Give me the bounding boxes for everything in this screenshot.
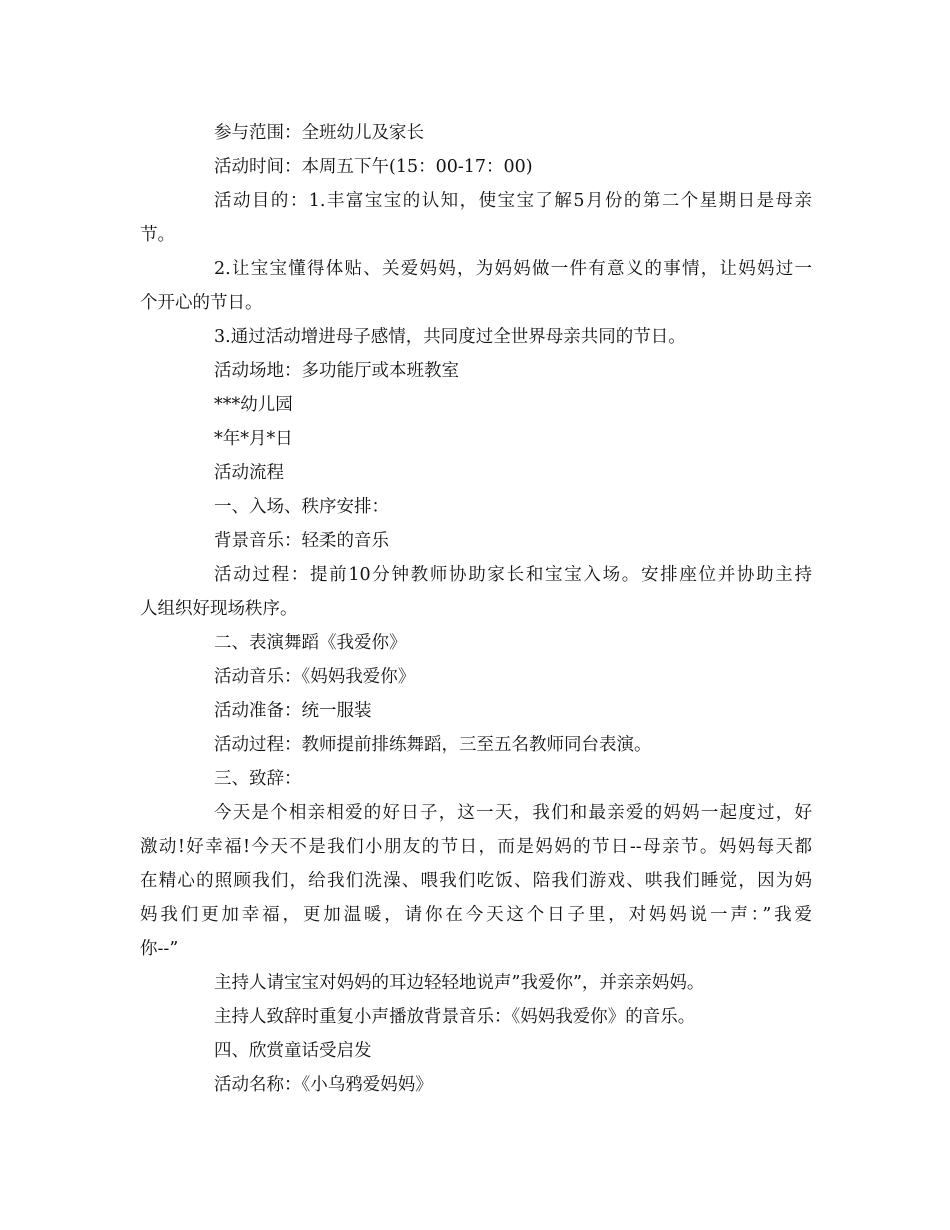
text-line: 人组织好现场秩序。	[140, 599, 298, 619]
text-line: 妈我们更加幸福，更加温暖，请你在今天这个日子里，对妈妈说一声：”我爱	[140, 905, 812, 925]
text-line: 背景音乐：轻柔的音乐	[214, 531, 389, 551]
text-line: 3.通过活动增进母子感情，共同度过全世界母亲共同的节日。	[214, 327, 686, 347]
text-line: *年*月*日	[214, 429, 293, 449]
document-body	[140, 116, 812, 1102]
text-line: 四、欣赏童话受启发	[214, 1041, 372, 1061]
text-line: ***幼儿园	[214, 395, 293, 415]
text-line: 活动流程	[214, 463, 284, 483]
text-line: 活动过程：教师提前排练舞蹈，三至五名教师同台表演。	[214, 735, 652, 755]
text-line: 活动目的：1.丰富宝宝的认知，使宝宝了解5月份的第二个星期日是母亲	[214, 191, 812, 211]
text-line: 你--”	[140, 939, 179, 959]
text-line: 活动音乐：《妈妈我爱你》	[214, 667, 416, 687]
text-line: 节。	[140, 225, 175, 245]
text-line: 活动准备：统一服装	[214, 701, 372, 721]
text-line: 活动时间：本周五下午(15：00-17：00)	[214, 157, 533, 177]
text-line: 活动过程：提前10分钟教师协助家长和宝宝入场。安排座位并协助主持	[214, 565, 812, 585]
text-line: 激动!好幸福!今天不是我们小朋友的节日，而是妈妈的节日--母亲节。妈妈每天都	[140, 837, 812, 857]
text-line: 三、致辞：	[214, 769, 302, 789]
text-line: 一、入场、秩序安排：	[214, 497, 389, 517]
text-line: 2.让宝宝懂得体贴、关爱妈妈，为妈妈做一件有意义的事情，让妈妈过一	[214, 259, 812, 279]
text-line: 主持人致辞时重复小声播放背景音乐：《妈妈我爱你》的音乐。	[214, 1007, 696, 1027]
text-line: 主持人请宝宝对妈妈的耳边轻轻地说声”我爱你”，并亲亲妈妈。	[214, 973, 705, 993]
text-line: 在精心的照顾我们，给我们洗澡、喂我们吃饭、陪我们游戏、哄我们睡觉，因为妈	[140, 871, 812, 891]
text-line: 个开心的节日。	[140, 293, 263, 313]
text-line: 活动场地：多功能厅或本班教室	[214, 361, 459, 381]
text-line: 二、表演舞蹈《我爱你》	[214, 633, 407, 653]
text-line: 今天是个相亲相爱的好日子，这一天，我们和最亲爱的妈妈一起度过，好	[214, 803, 812, 823]
text-line: 活动名称：《小乌鸦爱妈妈》	[214, 1075, 433, 1095]
text-line: 参与范围：全班幼儿及家长	[214, 123, 424, 143]
